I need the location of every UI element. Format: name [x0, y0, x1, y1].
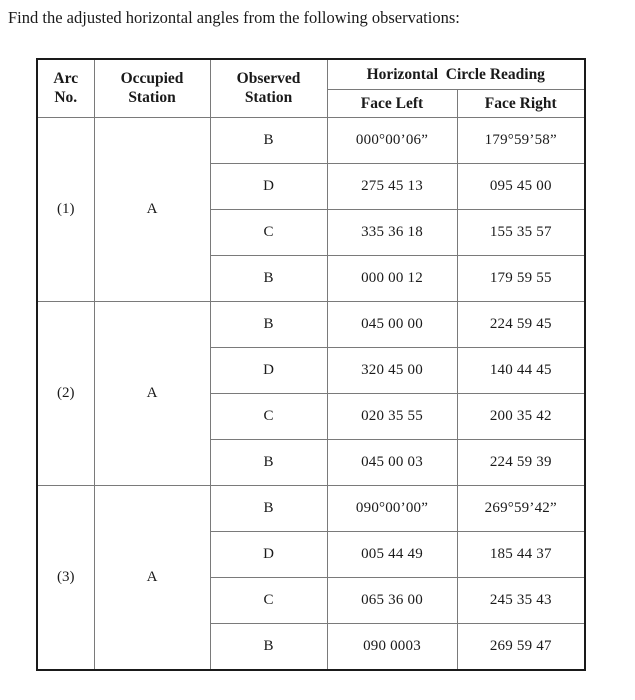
observed-station: D: [210, 531, 327, 577]
header-face-right: Face Right: [457, 89, 585, 117]
header-occupied-station: Occupied Station: [94, 59, 210, 117]
table-row: [37, 301, 585, 347]
observed-station: B: [210, 623, 327, 670]
observed-station: B: [210, 301, 327, 347]
face-right-reading: 179 59 55: [457, 255, 585, 301]
face-right-reading: 269°59’42”: [457, 485, 585, 531]
face-right-reading: 269 59 47: [457, 623, 585, 670]
arc-number: (3): [37, 485, 94, 670]
face-left-reading: 320 45 00: [327, 347, 457, 393]
arc-number: (1): [37, 117, 94, 301]
observed-station: B: [210, 117, 327, 163]
face-left-reading: 045 00 00: [327, 301, 457, 347]
face-left-reading: 335 36 18: [327, 209, 457, 255]
face-left-reading: 065 36 00: [327, 577, 457, 623]
face-right-reading: 245 35 43: [457, 577, 585, 623]
observed-station: D: [210, 347, 327, 393]
header-face-left: Face Left: [327, 89, 457, 117]
face-left-reading: 020 35 55: [327, 393, 457, 439]
face-left-reading: 045 00 03: [327, 439, 457, 485]
face-right-reading: 155 35 57: [457, 209, 585, 255]
face-right-reading: 185 44 37: [457, 531, 585, 577]
face-right-reading: 179°59’58”: [457, 117, 585, 163]
face-right-reading: 224 59 45: [457, 301, 585, 347]
table-row: [37, 485, 585, 531]
occupied-station: A: [94, 117, 210, 301]
occupied-station: A: [94, 485, 210, 670]
face-right-reading: 095 45 00: [457, 163, 585, 209]
header-arc-no: Arc No.: [37, 59, 94, 117]
face-left-reading: 000 00 12: [327, 255, 457, 301]
occupied-station: A: [94, 301, 210, 485]
problem-statement: Find the adjusted horizontal angles from the following observations:: [8, 8, 460, 27]
arc-number: (2): [37, 301, 94, 485]
observed-station: C: [210, 209, 327, 255]
face-left-reading: 090°00’00”: [327, 485, 457, 531]
face-right-reading: 200 35 42: [457, 393, 585, 439]
observations-table: [36, 58, 586, 671]
header-horizontal-circle-reading: Horizontal Circle Reading: [327, 59, 585, 89]
header-observed-station: Observed Station: [210, 59, 327, 117]
observed-station: D: [210, 163, 327, 209]
face-left-reading: 000°00’06”: [327, 117, 457, 163]
observed-station: C: [210, 393, 327, 439]
observations-body: [37, 117, 585, 670]
face-right-reading: 224 59 39: [457, 439, 585, 485]
face-right-reading: 140 44 45: [457, 347, 585, 393]
observed-station: C: [210, 577, 327, 623]
observed-station: B: [210, 439, 327, 485]
table-row: [37, 117, 585, 163]
observed-station: B: [210, 485, 327, 531]
face-left-reading: 275 45 13: [327, 163, 457, 209]
observed-station: B: [210, 255, 327, 301]
face-left-reading: 005 44 49: [327, 531, 457, 577]
face-left-reading: 090 0003: [327, 623, 457, 670]
